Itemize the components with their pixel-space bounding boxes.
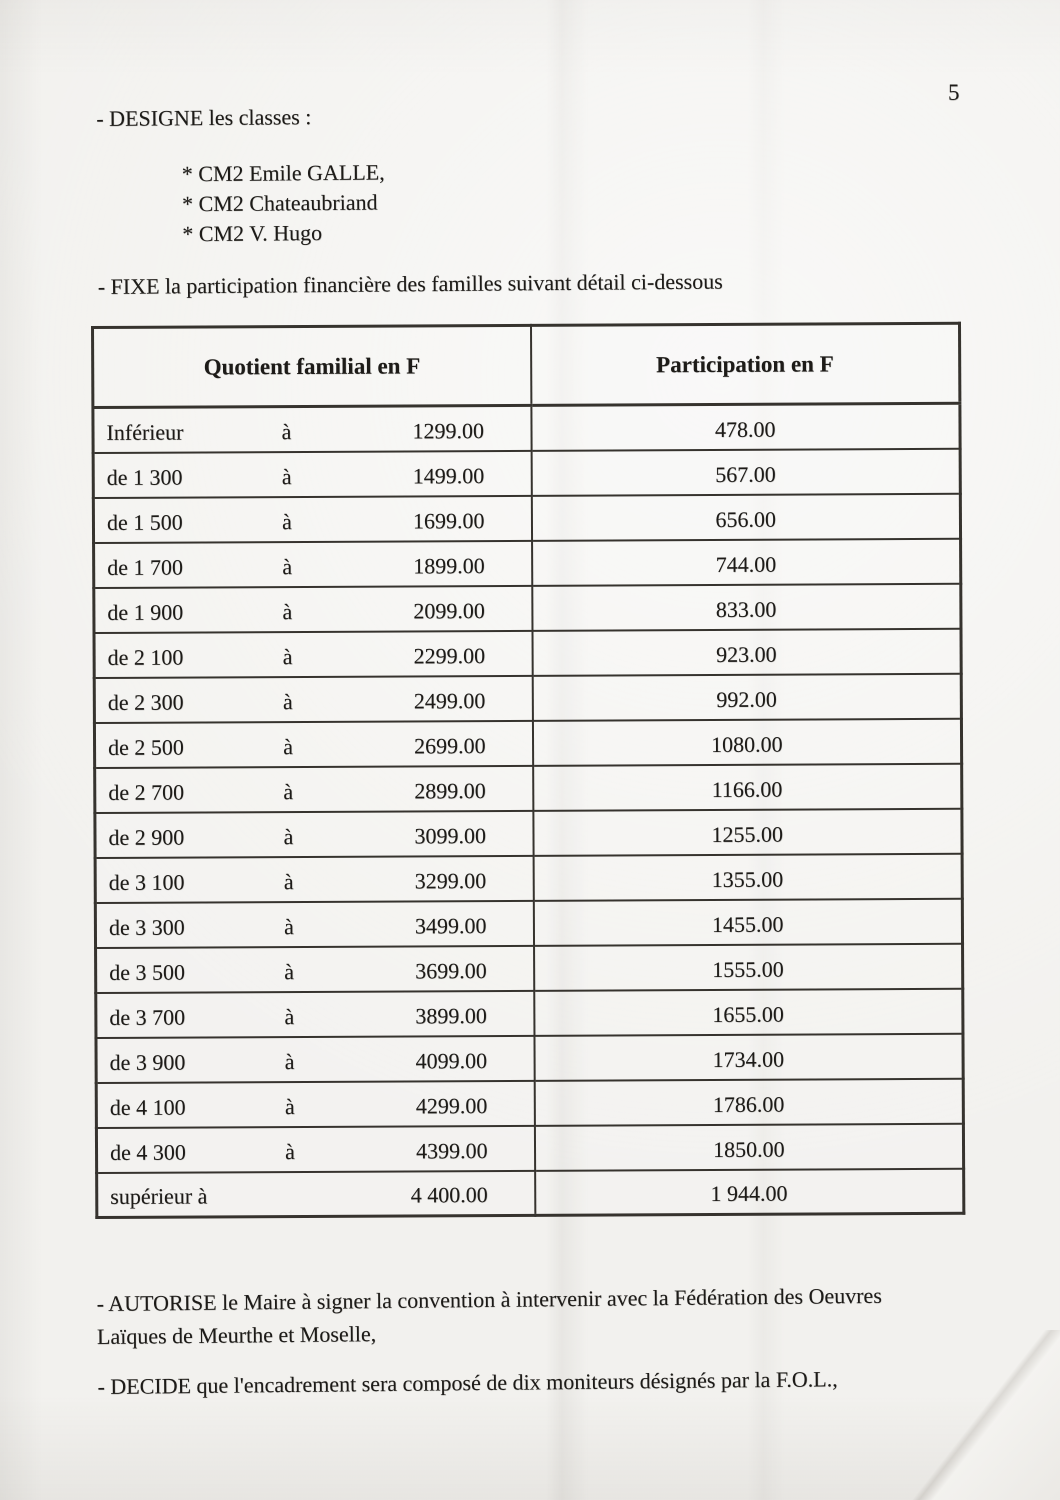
quotient-range-label: de 3 100	[108, 869, 185, 895]
quotient-cell	[96, 945, 534, 992]
quotient-a-connector: à	[283, 868, 294, 894]
quotient-cell	[97, 1170, 535, 1217]
participation-cell: 923.00	[532, 628, 961, 675]
quotient-cell	[95, 765, 533, 812]
quotient-range-label: Inférieur	[106, 419, 184, 445]
quotient-range-label: de 3 300	[108, 914, 185, 940]
fixe-line: - FIXE la participation financière des familles suivant détail ci-dessous	[97, 268, 723, 300]
quotient-a-connector: à	[282, 553, 293, 579]
table-row	[94, 718, 961, 767]
quotient-a-connector: à	[284, 1048, 295, 1074]
quotient-upper-bound: 2499.00	[413, 687, 486, 713]
participation-cell: 833.00	[532, 583, 961, 630]
autorise-paragraph	[96, 1278, 997, 1353]
quotient-range-label: de 3 500	[109, 959, 185, 985]
quotient-range-label: de 4 100	[109, 1094, 186, 1120]
participation-cell: 1734.00	[534, 1033, 963, 1080]
quotient-range-label: de 1 500	[106, 509, 183, 535]
quotient-row-layout	[96, 777, 532, 805]
quotient-upper-bound: 1299.00	[412, 417, 485, 443]
quotient-column-header: Quotient familial en F	[93, 325, 531, 407]
quotient-range-label: de 2 500	[107, 734, 184, 760]
participation-cell: 1655.00	[534, 988, 963, 1035]
quotient-a-connector: à	[284, 1003, 295, 1029]
quotient-row-layout	[95, 462, 531, 490]
autorise-line-1: - AUTORISE le Maire à signer la convention à intervenir avec la Fédération des Oeuvres	[96, 1282, 882, 1317]
quotient-row-layout	[96, 732, 532, 760]
quotient-row-layout	[96, 822, 532, 850]
quotient-cell	[96, 1125, 534, 1172]
quotient-upper-bound: 3499.00	[414, 912, 487, 938]
quotient-cell	[96, 990, 534, 1037]
quotient-upper-bound: 2299.00	[413, 642, 486, 668]
table-row	[95, 853, 962, 902]
quotient-row-layout	[95, 552, 531, 580]
decide-paragraph: - DECIDE que l'encadrement sera composé de dix moniteurs désignés par la F.O.L.,	[97, 1366, 838, 1400]
quotient-cell	[95, 900, 533, 947]
quotient-row-layout	[97, 957, 533, 985]
classes-list	[182, 158, 386, 250]
participation-cell: 1850.00	[534, 1123, 963, 1170]
quotient-upper-bound: 1499.00	[412, 462, 485, 488]
quotient-a-connector: à	[282, 688, 293, 714]
quotient-upper-bound: 2899.00	[414, 777, 486, 803]
class-item-cm2-galle: * CM2 Emile GALLE,	[181, 159, 385, 187]
quotient-row-layout	[98, 1047, 534, 1075]
quotient-upper-bound: 4299.00	[415, 1092, 488, 1118]
participation-column-header: Participation en F	[531, 323, 960, 405]
quotient-upper-bound: 4399.00	[415, 1137, 488, 1163]
table-row	[96, 988, 963, 1037]
quotient-a-connector: à	[282, 508, 292, 534]
quotient-a-connector: à	[284, 1093, 295, 1119]
quotient-row-layout	[97, 867, 533, 895]
quotient-a-connector: à	[281, 418, 292, 444]
quotient-upper-bound: 1699.00	[412, 507, 485, 533]
page-corner-shadow	[840, 1330, 1060, 1500]
table-row	[95, 808, 962, 857]
quotient-upper-bound: 2699.00	[413, 732, 486, 758]
participation-cell: 1786.00	[534, 1078, 963, 1125]
participation-table	[91, 322, 965, 1219]
quotient-upper-bound: 1899.00	[413, 552, 485, 578]
quotient-a-connector: à	[283, 778, 294, 804]
participation-cell: 1 944.00	[535, 1168, 964, 1215]
table-row	[93, 448, 960, 497]
table-row	[94, 628, 961, 677]
quotient-upper-bound: 3899.00	[415, 1002, 487, 1028]
quotient-cell	[94, 675, 532, 722]
table-row	[94, 583, 961, 632]
quotient-cell	[93, 405, 531, 452]
quotient-cell	[95, 810, 533, 857]
participation-cell: 1455.00	[533, 898, 962, 945]
table-row	[97, 1168, 964, 1217]
participation-cell: 478.00	[531, 403, 960, 450]
quotient-cell	[96, 1035, 534, 1082]
participation-cell: 744.00	[532, 538, 961, 585]
intro-block	[0, 0, 1058, 300]
quotient-row-layout	[98, 1092, 534, 1120]
quotient-upper-bound: 3099.00	[414, 822, 487, 848]
quotient-upper-bound: 4099.00	[415, 1047, 488, 1073]
page-number: 5	[948, 80, 960, 105]
quotient-a-connector: à	[284, 958, 295, 984]
quotient-cell	[95, 855, 533, 902]
table-row	[93, 493, 960, 542]
table-row	[96, 1123, 963, 1172]
quotient-cell	[96, 1080, 534, 1127]
quotient-a-connector: à	[282, 643, 293, 669]
quotient-range-label: de 3 700	[109, 1004, 186, 1030]
participation-cell: 656.00	[531, 493, 960, 540]
table-row	[96, 1078, 963, 1127]
quotient-row-layout	[94, 417, 530, 445]
quotient-range-label: de 2 900	[108, 824, 185, 850]
quotient-row-layout	[96, 642, 532, 670]
quotient-range-label: de 2 100	[107, 644, 184, 670]
table-row	[94, 673, 961, 722]
participation-cell: 992.00	[532, 673, 961, 720]
quotient-a-connector: à	[283, 913, 294, 939]
quotient-row-layout	[96, 687, 532, 715]
quotient-range-label: de 1 700	[107, 554, 184, 580]
quotient-row-layout	[95, 597, 531, 625]
quotient-cell	[94, 720, 532, 767]
table-row	[93, 403, 960, 452]
quotient-row-layout	[97, 1002, 533, 1030]
quotient-upper-bound: 3699.00	[415, 957, 487, 983]
quotient-row-layout	[98, 1137, 534, 1165]
quotient-range-label: de 4 300	[109, 1139, 186, 1165]
quotient-cell	[94, 585, 532, 632]
participation-table-header	[93, 323, 960, 407]
quotient-row-layout	[95, 507, 531, 535]
table-row	[95, 898, 962, 947]
quotient-a-connector: à	[282, 598, 293, 624]
participation-cell: 1355.00	[533, 853, 962, 900]
table-row	[96, 943, 963, 992]
quotient-range-label: de 1 900	[107, 599, 184, 625]
quotient-a-connector: à	[281, 463, 292, 489]
quotient-range-label: de 2 700	[108, 779, 185, 805]
quotient-a-connector: à	[283, 733, 293, 759]
quotient-upper-bound: 4 400.00	[410, 1182, 488, 1208]
participation-cell: 1166.00	[533, 763, 962, 810]
header-row	[93, 323, 960, 407]
table-row	[96, 1033, 963, 1082]
participation-cell: 1555.00	[534, 943, 963, 990]
quotient-row-layout	[97, 912, 533, 940]
quotient-cell	[94, 540, 532, 587]
quotient-upper-bound: 3299.00	[414, 867, 487, 893]
quotient-row-layout	[98, 1182, 534, 1210]
designe-line: - DESIGNE les classes :	[96, 104, 312, 132]
quotient-range-label: supérieur à	[110, 1183, 208, 1209]
quotient-range-label: de 3 900	[109, 1049, 186, 1075]
participation-cell: 1080.00	[532, 718, 961, 765]
quotient-range-label: de 2 300	[107, 689, 184, 715]
autorise-line-2: Laïques de Meurthe et Moselle,	[96, 1321, 377, 1350]
participation-cell: 567.00	[531, 448, 960, 495]
quotient-upper-bound: 2099.00	[413, 597, 485, 623]
participation-cell: 1255.00	[533, 808, 962, 855]
class-item-cm2-hugo: * CM2 V. Hugo	[182, 220, 323, 247]
quotient-cell	[93, 450, 531, 497]
quotient-range-label: de 1 300	[106, 464, 183, 490]
quotient-cell	[93, 495, 531, 542]
quotient-a-connector: à	[283, 823, 294, 849]
quotient-table-body	[93, 403, 964, 1217]
table-row	[94, 538, 961, 587]
quotient-cell	[94, 630, 532, 677]
quotient-a-connector: à	[285, 1138, 295, 1164]
class-item-cm2-chateaubriand: * CM2 Chateaubriand	[181, 189, 378, 217]
table-row	[95, 763, 962, 812]
